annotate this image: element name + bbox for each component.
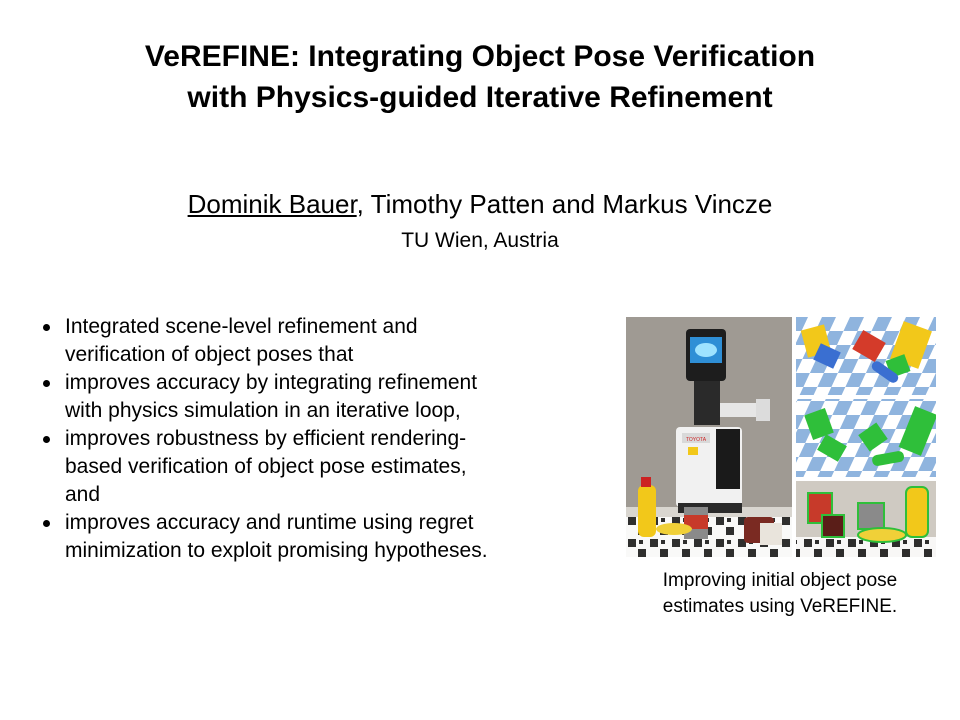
bullet-text: improves accuracy by integrating refinement — [65, 371, 478, 394]
co-authors: , Timothy Patten and Markus Vincze — [356, 189, 773, 219]
affiliation: TU Wien, Austria — [401, 229, 559, 252]
bullet-text: verification of object poses that — [65, 343, 354, 366]
bullet-text: improves robustness by efficient rendering- — [65, 427, 467, 450]
bullet-item — [40, 369, 615, 425]
bullet-text: minimization to exploit promising hypotheses. — [65, 539, 488, 562]
presenting-author: Dominik Bauer — [187, 189, 357, 219]
bullet-item — [40, 509, 615, 565]
robot-photo-panel — [626, 317, 792, 557]
figure-caption — [612, 568, 948, 620]
figure-illustration — [626, 317, 936, 557]
bullet-list — [40, 313, 615, 565]
bullet-text: and — [65, 483, 101, 506]
bullet-item — [40, 313, 615, 369]
bullet-text: based verification of object pose estimates, — [65, 455, 467, 478]
title-line-2: with Physics-guided Iterative Refinement — [187, 81, 773, 114]
bullet-item — [40, 425, 615, 509]
final-overlay-panel — [796, 481, 936, 557]
title-line-1: VeREFINE: Integrating Object Pose Verification — [144, 40, 816, 73]
result-figure — [626, 317, 936, 557]
initial-estimate-panel — [796, 317, 936, 395]
robot-brand-label: TOYOTA — [685, 437, 707, 443]
bullet-dot-icon — [43, 380, 50, 387]
caption-line-2: estimates using VeREFINE. — [662, 596, 898, 617]
bullet-dot-icon — [43, 520, 50, 527]
bullet-dot-icon — [43, 324, 50, 331]
author-list — [0, 187, 960, 221]
bullet-text: with physics simulation in an iterative loop, — [65, 399, 461, 422]
bullet-dot-icon — [43, 436, 50, 443]
slide-title — [0, 36, 960, 118]
bullet-text: improves accuracy and runtime using regret — [65, 511, 474, 534]
caption-line-1: Improving initial object pose — [662, 570, 898, 591]
bullet-text: Integrated scene-level refinement and — [65, 315, 418, 338]
refinement-panel — [796, 399, 936, 477]
